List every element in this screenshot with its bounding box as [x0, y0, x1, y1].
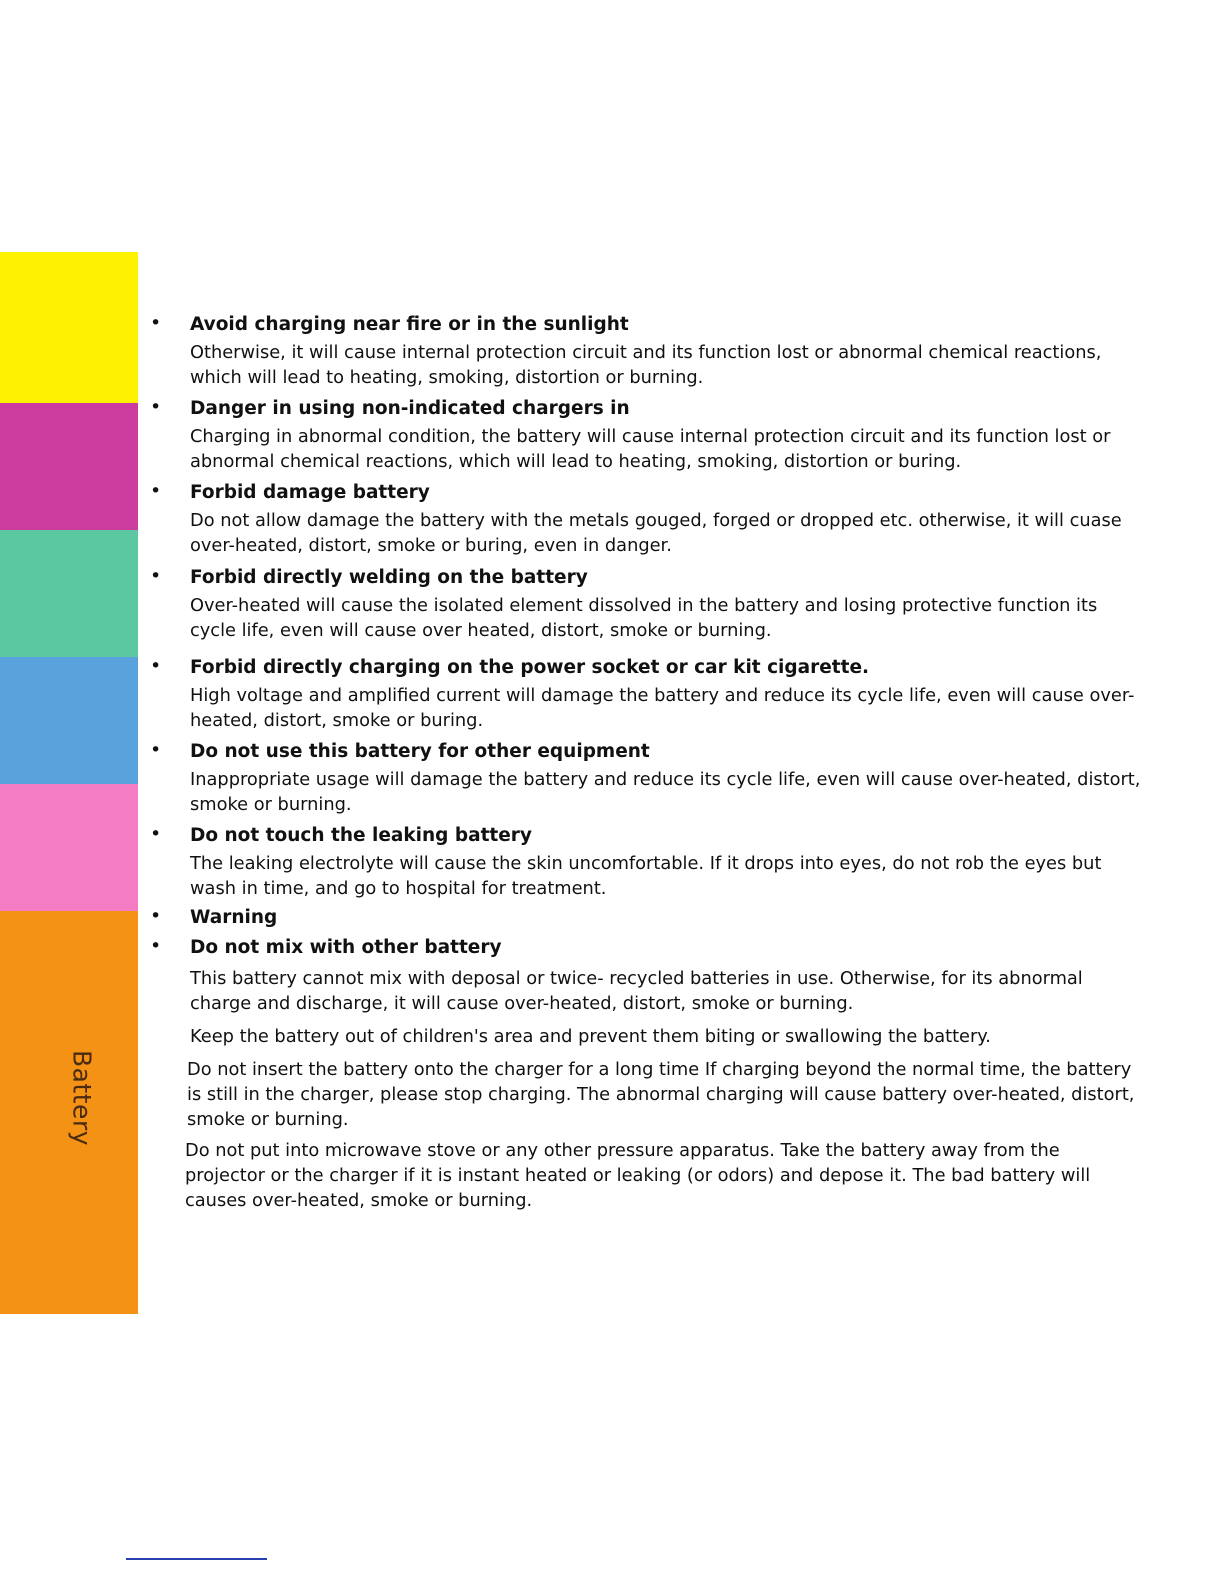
list-item	[150, 394, 1145, 474]
item-body: Over-heated will cause the isolated element dissolved in the battery and losing protective function its cycle life, even will cause over heated, distort, smoke or burning.	[190, 595, 1098, 641]
item-body: Do not allow damage the battery with the metals gouged, forged or dropped etc. otherwise, it will cuase over-heated, distort, smoke or buring, even in danger.	[190, 510, 1122, 556]
paragraph: Do not put into microwave stove or any other pressure apparatus. Take the battery away from the projector or the charger if it is instant heated or leaking (or odors) and depose it. The bad battery will causes over-heated, smoke or burning.	[185, 1140, 1091, 1211]
list-item	[150, 478, 1145, 558]
bullet: •	[150, 396, 162, 418]
item-body: Charging in abnormal condition, the battery will cause internal protection circuit and its function lost or abnormal chemical reactions, which will lead to heating, smoking, distortion or buring.	[190, 426, 1111, 472]
bullet: •	[150, 905, 162, 927]
item-heading: Do not use this battery for other equipment	[190, 741, 650, 762]
item-heading: Forbid damage battery	[190, 482, 430, 503]
item-heading: Do not mix with other battery	[190, 937, 502, 958]
item-body: This battery cannot mix with deposal or twice- recycled batteries in use. Otherwise, for its abnormal charge and discharge, it will cause over-heated, distort, smoke or burning.	[190, 968, 1083, 1014]
item-heading: Danger in using non-indicated chargers in	[190, 398, 630, 419]
tab-blue	[0, 657, 138, 784]
paragraph: Do not insert the battery onto the charger for a long time If charging beyond the normal time, the battery is still in the charger, please stop charging. The abnormal charging will cause battery over-heated, distort, smoke or burning.	[187, 1059, 1135, 1130]
item-body: Inappropriate usage will damage the battery and reduce its cycle life, even will cause over-heated, distort, smoke or burning.	[190, 769, 1141, 815]
item-heading: Warning	[190, 907, 278, 928]
tab-yellow	[0, 252, 138, 403]
item-heading: Forbid directly charging on the power socket or car kit cigarette.	[190, 657, 870, 678]
list-item	[150, 653, 1145, 733]
tab-teal	[0, 530, 138, 657]
item-body: High voltage and amplified current will damage the battery and reduce its cycle life, even will cause over-heated, distort, smoke or buring.	[190, 685, 1135, 731]
bullet: •	[150, 935, 162, 957]
footer-rule	[126, 1558, 267, 1560]
bullet: •	[150, 480, 162, 502]
item-body: Otherwise, it will cause internal protection circuit and its function lost or abnormal chemical reactions, which will lead to heating, smoking, distortion or burning.	[190, 342, 1102, 388]
bullet: •	[150, 739, 162, 761]
item-body: The leaking electrolyte will cause the skin uncomfortable. If it drops into eyes, do not rob the eyes but wash in time, and go to hospital for treatment.	[190, 853, 1102, 899]
bullet: •	[150, 312, 162, 334]
paragraph: Keep the battery out of children's area and prevent them biting or swallowing the battery.	[190, 1026, 991, 1047]
list-item	[150, 737, 1145, 817]
list-item	[150, 310, 1145, 390]
bullet: •	[150, 823, 162, 845]
battery-safety-content	[150, 310, 1145, 1213]
tab-magenta	[0, 403, 138, 530]
list-item	[150, 933, 1145, 1016]
section-label: Battery	[67, 1049, 97, 1147]
item-heading: Forbid directly welding on the battery	[190, 567, 588, 588]
bullet: •	[150, 655, 162, 677]
item-heading: Avoid charging near fire or in the sunlight	[190, 314, 629, 335]
list-item	[150, 903, 1145, 933]
list-item	[150, 821, 1145, 901]
item-heading: Do not touch the leaking battery	[190, 825, 532, 846]
tab-pink	[0, 784, 138, 911]
list-item	[150, 563, 1145, 643]
bullet: •	[150, 565, 162, 587]
